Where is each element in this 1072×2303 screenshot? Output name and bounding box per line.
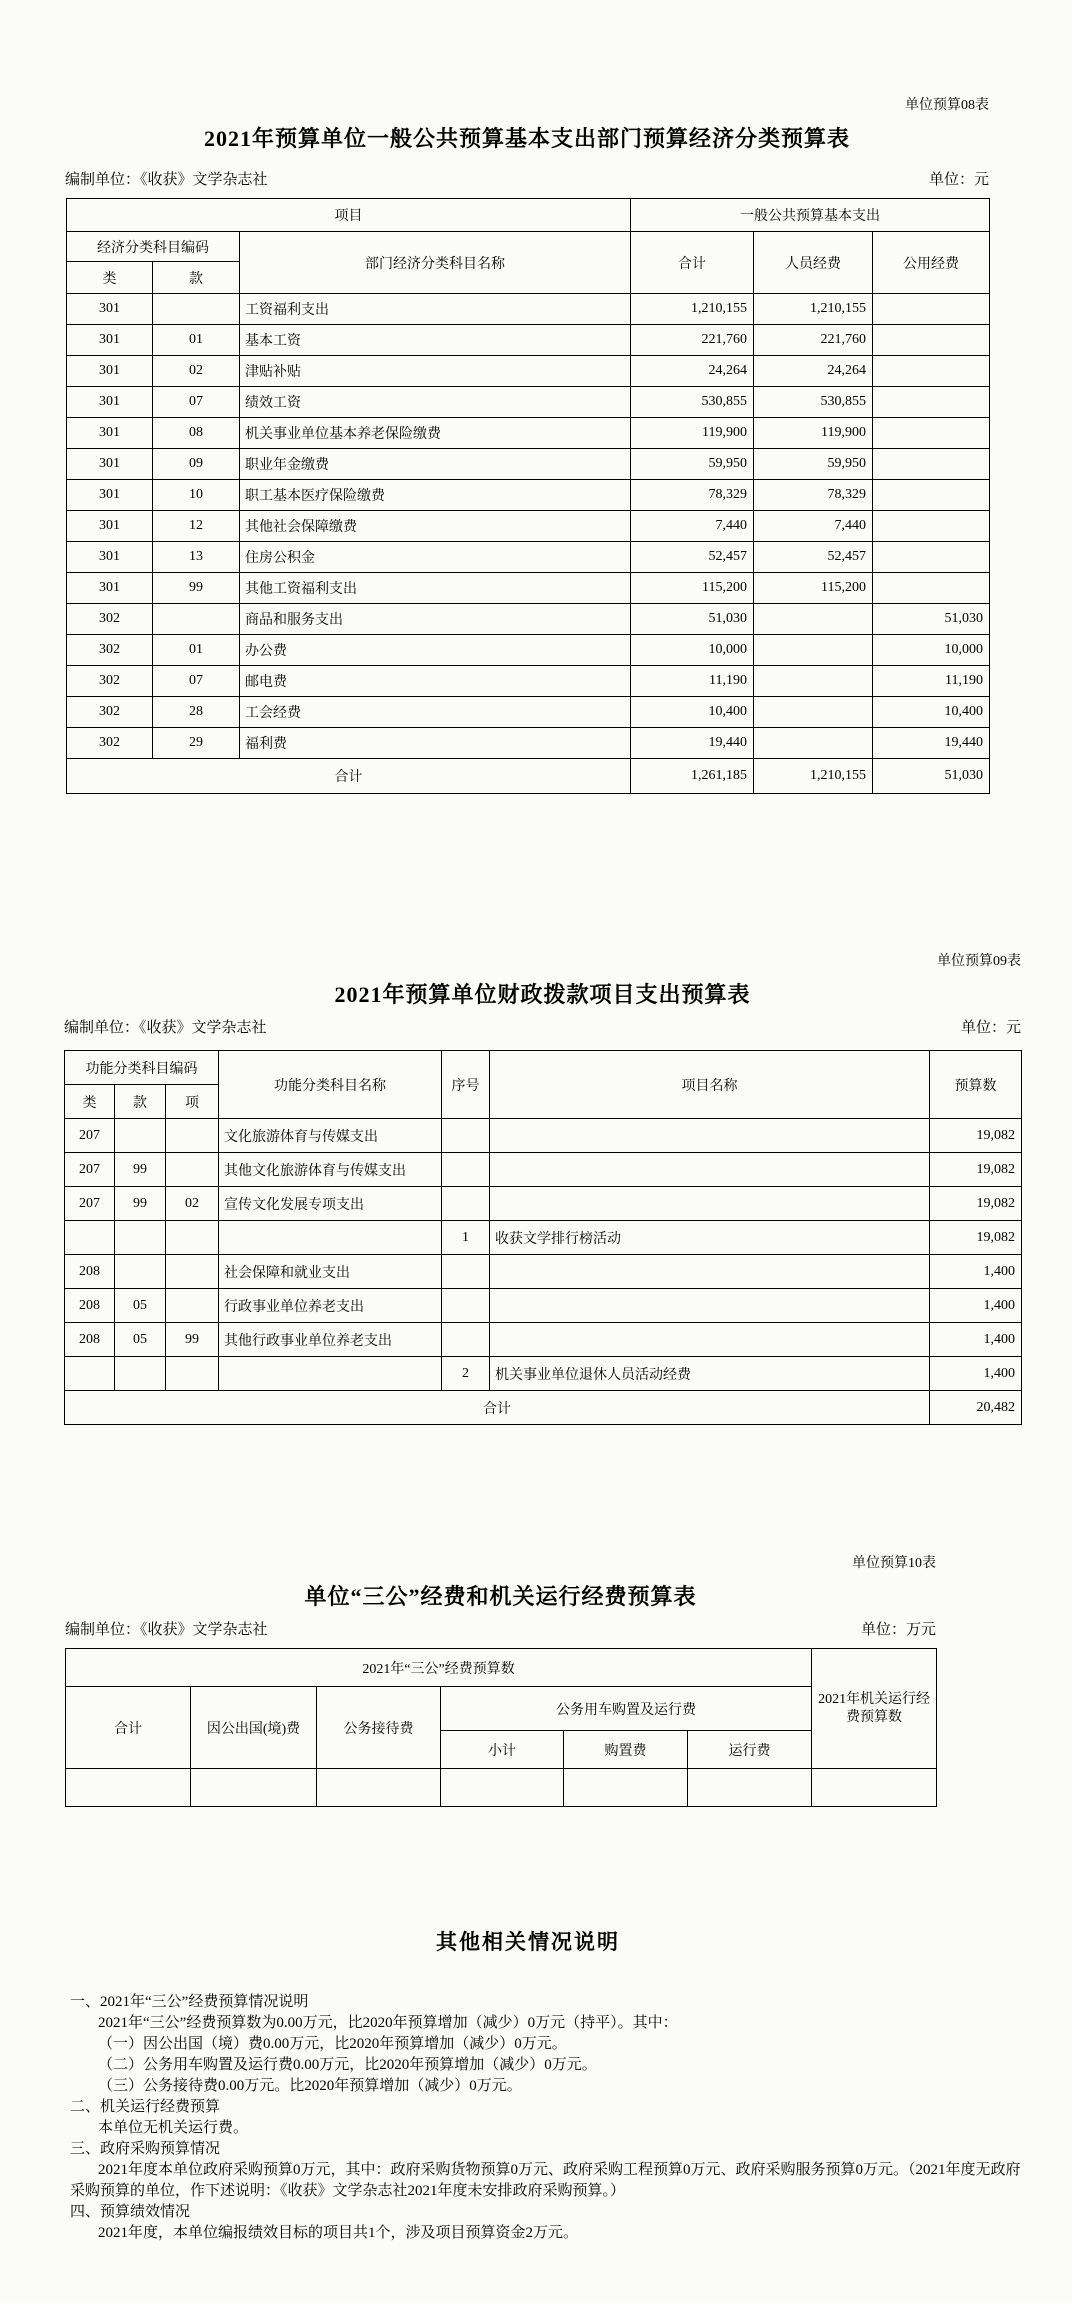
t08-public-cell — [873, 480, 990, 511]
t09-seq-cell — [442, 1289, 490, 1323]
t08-personnel-cell: 115,200 — [754, 573, 873, 604]
t09-class-cell: 208 — [65, 1323, 115, 1357]
t08-subject-name-cell: 住房公积金 — [240, 542, 631, 573]
t08-class-cell: 301 — [67, 356, 153, 387]
note-line: 三、政府采购预算情况 — [70, 2141, 221, 2157]
t08-data-row — [67, 697, 990, 728]
t08-total-cell: 530,855 — [631, 387, 754, 418]
t08-public-cell — [873, 387, 990, 418]
t08-data-row — [67, 511, 990, 542]
t09-item-cell — [166, 1255, 219, 1289]
t09-budget-cell: 1,400 — [930, 1289, 1022, 1323]
t08-total-cell: 59,950 — [631, 449, 754, 480]
t08-subject-name-cell: 商品和服务支出 — [240, 604, 631, 635]
t09-data-row — [65, 1187, 1022, 1221]
t10-data-row — [66, 1769, 937, 1807]
t09-class-cell: 207 — [65, 1119, 115, 1153]
t08-total-cell: 51,030 — [631, 604, 754, 635]
t08-public-cell — [873, 449, 990, 480]
t08-section-cell: 01 — [153, 635, 240, 666]
t09-item-cell — [166, 1221, 219, 1255]
t08-personnel-cell: 530,855 — [754, 387, 873, 418]
t10-abroad-cell — [191, 1769, 317, 1807]
t10-header-subtotal: 小计 — [441, 1731, 564, 1769]
t08-subject-name-cell: 基本工资 — [240, 325, 631, 356]
t10-header-abroad: 因公出国(境)费 — [191, 1687, 317, 1769]
t10-header-row-1 — [66, 1649, 937, 1687]
t09-class-cell: 207 — [65, 1187, 115, 1221]
t08-personnel-cell — [754, 635, 873, 666]
note-line: （二）公务用车购置及运行费0.00万元，比2020年预算增加（减少）0万元。 — [98, 2057, 597, 2073]
t08-header-personnel: 人员经费 — [754, 232, 873, 294]
t09-item-cell: 99 — [166, 1323, 219, 1357]
table10-title: 单位“三公”经费和机关运行经费预算表 — [304, 1584, 697, 1609]
t09-header-row-1 — [65, 1051, 1022, 1085]
t10-header-vehicle: 公务用车购置及运行费 — [441, 1687, 812, 1731]
t10-header-total: 合计 — [66, 1687, 191, 1769]
note-line: 2021年度本单位政府采购预算0万元，其中：政府采购货物预算0万元、政府采购工程预算0万元、政府采购服务预算0万元。（2021年度无政府采购预算的单位，作下述说明：《收获》文学杂志社2021年度未安排政府采购预算。） — [70, 2162, 1021, 2199]
t09-data-row — [65, 1119, 1022, 1153]
t09-data-row — [65, 1153, 1022, 1187]
t09-item-cell — [166, 1289, 219, 1323]
t08-subject-name-cell: 绩效工资 — [240, 387, 631, 418]
t09-seq-cell — [442, 1187, 490, 1221]
t10-header-running: 运行费 — [688, 1731, 812, 1769]
three-public-funds-table — [65, 1648, 937, 1807]
t08-public-cell: 10,400 — [873, 697, 990, 728]
table09-unit-label: 单位：元 — [960, 1020, 1021, 1036]
t08-section-cell: 01 — [153, 325, 240, 356]
notes-block — [70, 1992, 1032, 2244]
note-line: 2021年“三公”经费预算数为0.00万元，比2020年预算增加（减少）0万元（持平）。其中： — [98, 2015, 678, 2031]
t09-project-name-cell: 机关事业单位退休人员活动经费 — [490, 1357, 930, 1391]
t09-class-cell — [65, 1357, 115, 1391]
t08-public-cell: 11,190 — [873, 666, 990, 697]
t09-data-row — [65, 1323, 1022, 1357]
t08-header-row-2 — [67, 232, 990, 262]
t08-class-cell: 301 — [67, 325, 153, 356]
t08-header-row-1 — [67, 199, 990, 232]
t08-public-cell — [873, 573, 990, 604]
t08-data-row — [67, 542, 990, 573]
t09-budget-cell: 19,082 — [930, 1187, 1022, 1221]
t08-total-cell: 1,210,155 — [631, 294, 754, 325]
t08-data-row — [67, 635, 990, 666]
t09-subject-name-cell: 宣传文化发展专项支出 — [219, 1187, 442, 1221]
t08-total-cell: 7,440 — [631, 511, 754, 542]
t09-project-name-cell — [490, 1323, 930, 1357]
t09-budget-cell: 1,400 — [930, 1357, 1022, 1391]
t08-public-cell — [873, 294, 990, 325]
t08-class-cell: 301 — [67, 294, 153, 325]
table09-prepared-by: 编制单位：《收获》文学杂志社 — [64, 1020, 267, 1036]
t09-total-row — [65, 1391, 1022, 1425]
t09-section-cell — [115, 1221, 166, 1255]
t08-total-cell: 24,264 — [631, 356, 754, 387]
t08-subject-name-cell: 机关事业单位基本养老保险缴费 — [240, 418, 631, 449]
t09-item-cell: 02 — [166, 1187, 219, 1221]
t09-budget-cell: 19,082 — [930, 1153, 1022, 1187]
t08-class-cell: 302 — [67, 666, 153, 697]
t10-subtotal-cell — [441, 1769, 564, 1807]
t08-section-cell: 08 — [153, 418, 240, 449]
form-number-label-10: 单位预算10表 — [852, 1556, 936, 1571]
t09-project-name-cell — [490, 1255, 930, 1289]
t10-header-reception: 公务接待费 — [317, 1687, 441, 1769]
t08-subject-name-cell: 工资福利支出 — [240, 294, 631, 325]
t08-public-cell — [873, 325, 990, 356]
t08-total-cell: 10,400 — [631, 697, 754, 728]
t08-section-cell: 12 — [153, 511, 240, 542]
note-line: 四、预算绩效情况 — [70, 2204, 191, 2220]
t09-class-cell: 207 — [65, 1153, 115, 1187]
t08-personnel-cell — [754, 728, 873, 759]
t08-data-row — [67, 356, 990, 387]
t08-total-cell: 78,329 — [631, 480, 754, 511]
t08-personnel-cell: 24,264 — [754, 356, 873, 387]
t09-class-cell: 208 — [65, 1255, 115, 1289]
t08-section-cell: 09 — [153, 449, 240, 480]
table08-title: 2021年预算单位一般公共预算基本支出部门预算经济分类预算表 — [203, 126, 850, 151]
t08-total-cell: 10,000 — [631, 635, 754, 666]
note-line: 本单位无机关运行费。 — [98, 2120, 249, 2136]
notes-title: 其他相关情况说明 — [436, 1930, 620, 1954]
t09-class-cell — [65, 1221, 115, 1255]
t08-class-cell: 301 — [67, 573, 153, 604]
table08-meta-row — [65, 168, 989, 189]
t09-section-cell: 99 — [115, 1187, 166, 1221]
t08-class-cell: 301 — [67, 387, 153, 418]
t08-personnel-cell — [754, 697, 873, 728]
t08-total-cell: 19,440 — [631, 728, 754, 759]
t09-budget-cell: 1,400 — [930, 1255, 1022, 1289]
note-line: 二、机关运行经费预算 — [70, 2099, 221, 2115]
t09-seq-cell — [442, 1255, 490, 1289]
note-line: （三）公务接待费0.00万元。比2020年预算增加（减少）0万元。 — [98, 2078, 522, 2094]
t08-section-cell: 28 — [153, 697, 240, 728]
t09-project-name-cell — [490, 1187, 930, 1221]
table10-meta-row — [65, 1618, 936, 1639]
t08-total-cell: 221,760 — [631, 325, 754, 356]
t09-class-cell: 208 — [65, 1289, 115, 1323]
t09-data-row — [65, 1357, 1022, 1391]
t08-header-general-budget: 一般公共预算基本支出 — [631, 199, 990, 232]
t08-class-cell: 301 — [67, 449, 153, 480]
t08-class-cell: 302 — [67, 635, 153, 666]
t08-class-cell: 301 — [67, 511, 153, 542]
t08-total-cell: 52,457 — [631, 542, 754, 573]
t08-subject-name-cell: 职工基本医疗保险缴费 — [240, 480, 631, 511]
t09-project-name-cell — [490, 1153, 930, 1187]
t08-subject-name-cell: 福利费 — [240, 728, 631, 759]
table10-prepared-by: 编制单位：《收获》文学杂志社 — [65, 1622, 268, 1638]
t08-section-cell: 13 — [153, 542, 240, 573]
table09-title: 2021年预算单位财政拨款项目支出预算表 — [334, 982, 751, 1007]
t10-operating-cell — [812, 1769, 937, 1807]
t08-header-subject-name: 部门经济分类科目名称 — [240, 232, 631, 294]
t08-personnel-cell: 59,950 — [754, 449, 873, 480]
table10-unit-label: 单位：万元 — [860, 1622, 936, 1638]
t08-data-row — [67, 604, 990, 635]
t08-subject-name-cell: 津贴补贴 — [240, 356, 631, 387]
t09-budget-cell: 1,400 — [930, 1323, 1022, 1357]
t09-data-row — [65, 1289, 1022, 1323]
t09-subject-name-cell: 行政事业单位养老支出 — [219, 1289, 442, 1323]
t08-class-cell: 302 — [67, 697, 153, 728]
t09-header-seq: 序号 — [442, 1051, 490, 1119]
t08-class-cell: 301 — [67, 418, 153, 449]
t08-personnel-cell: 1,210,155 — [754, 294, 873, 325]
t10-header-purchase: 购置费 — [564, 1731, 688, 1769]
t10-total-cell — [66, 1769, 191, 1807]
table09-meta-row — [64, 1016, 1021, 1037]
t09-data-row — [65, 1221, 1022, 1255]
t10-header-sangong: 2021年“三公”经费预算数 — [66, 1649, 812, 1687]
t09-header-subject-name: 功能分类科目名称 — [219, 1051, 442, 1119]
t08-public-cell — [873, 511, 990, 542]
t09-section-cell: 99 — [115, 1153, 166, 1187]
table08-unit-label: 单位：元 — [928, 172, 989, 188]
t08-data-row — [67, 418, 990, 449]
t08-section-cell: 02 — [153, 356, 240, 387]
t08-header-total: 合计 — [631, 232, 754, 294]
t08-personnel-cell: 78,329 — [754, 480, 873, 511]
t08-total-cell: 115,200 — [631, 573, 754, 604]
t09-item-cell — [166, 1357, 219, 1391]
t09-subject-name-cell: 其他行政事业单位养老支出 — [219, 1323, 442, 1357]
t09-data-row — [65, 1255, 1022, 1289]
economic-classification-budget-table — [66, 198, 990, 794]
t10-header-row-2 — [66, 1687, 937, 1731]
t10-header-operating: 2021年机关运行经费预算数 — [812, 1649, 937, 1769]
t09-subject-name-cell: 社会保障和就业支出 — [219, 1255, 442, 1289]
t08-total-row — [67, 759, 990, 794]
t08-personnel-cell: 119,900 — [754, 418, 873, 449]
t08-section-cell: 07 — [153, 666, 240, 697]
t08-data-row — [67, 666, 990, 697]
t09-seq-cell: 1 — [442, 1221, 490, 1255]
t10-running-cell — [688, 1769, 812, 1807]
t08-data-row — [67, 387, 990, 418]
t08-total-row-public: 51,030 — [873, 759, 990, 794]
t09-total-row-budget: 20,482 — [930, 1391, 1022, 1425]
t09-seq-cell — [442, 1153, 490, 1187]
t08-data-row — [67, 449, 990, 480]
t10-purchase-cell — [564, 1769, 688, 1807]
t09-header-budget: 预算数 — [930, 1051, 1022, 1119]
t08-header-code: 经济分类科目编码 — [67, 232, 240, 262]
t09-header-item: 项 — [166, 1085, 219, 1119]
t08-data-row — [67, 325, 990, 356]
t08-section-cell — [153, 604, 240, 635]
fiscal-appropriation-project-table — [64, 1050, 1022, 1425]
t08-subject-name-cell: 职业年金缴费 — [240, 449, 631, 480]
t08-section-cell — [153, 294, 240, 325]
t08-total-row-personnel: 1,210,155 — [754, 759, 873, 794]
table08-prepared-by: 编制单位：《收获》文学杂志社 — [65, 172, 268, 188]
t08-subject-name-cell: 邮电费 — [240, 666, 631, 697]
t09-budget-cell: 19,082 — [930, 1119, 1022, 1153]
form-number-label-08: 单位预算08表 — [905, 98, 989, 113]
t09-seq-cell — [442, 1323, 490, 1357]
t08-public-cell: 19,440 — [873, 728, 990, 759]
t08-personnel-cell: 221,760 — [754, 325, 873, 356]
t09-header-section: 款 — [115, 1085, 166, 1119]
t09-header-code: 功能分类科目编码 — [65, 1051, 219, 1085]
t09-budget-cell: 19,082 — [930, 1221, 1022, 1255]
t08-data-row — [67, 480, 990, 511]
t08-public-cell — [873, 418, 990, 449]
t09-section-cell — [115, 1255, 166, 1289]
t09-subject-name-cell — [219, 1221, 442, 1255]
t09-seq-cell: 2 — [442, 1357, 490, 1391]
t08-public-cell — [873, 542, 990, 573]
t09-subject-name-cell — [219, 1357, 442, 1391]
note-line: 一、2021年“三公”经费预算情况说明 — [70, 1994, 309, 2010]
t09-project-name-cell — [490, 1289, 930, 1323]
t09-header-project-name: 项目名称 — [490, 1051, 930, 1119]
t09-total-row-label: 合计 — [65, 1391, 930, 1425]
t08-subject-name-cell: 其他社会保障缴费 — [240, 511, 631, 542]
t08-class-cell: 301 — [67, 542, 153, 573]
t08-public-cell — [873, 356, 990, 387]
t08-class-cell: 302 — [67, 728, 153, 759]
t09-section-cell — [115, 1119, 166, 1153]
t08-subject-name-cell: 办公费 — [240, 635, 631, 666]
t08-total-cell: 119,900 — [631, 418, 754, 449]
t09-subject-name-cell: 文化旅游体育与传媒支出 — [219, 1119, 442, 1153]
t08-header-public-funds: 公用经费 — [873, 232, 990, 294]
t08-subject-name-cell: 工会经费 — [240, 697, 631, 728]
t08-section-cell: 10 — [153, 480, 240, 511]
t08-class-cell: 301 — [67, 480, 153, 511]
t08-header-project: 项目 — [67, 199, 631, 232]
t08-personnel-cell — [754, 666, 873, 697]
t08-personnel-cell: 52,457 — [754, 542, 873, 573]
t09-subject-name-cell: 其他文化旅游体育与传媒支出 — [219, 1153, 442, 1187]
t08-total-cell: 11,190 — [631, 666, 754, 697]
t08-personnel-cell: 7,440 — [754, 511, 873, 542]
form-number-label-09: 单位预算09表 — [937, 954, 1021, 969]
t08-section-cell: 07 — [153, 387, 240, 418]
t09-section-cell: 05 — [115, 1289, 166, 1323]
t08-data-row — [67, 294, 990, 325]
t08-subject-name-cell: 其他工资福利支出 — [240, 573, 631, 604]
t08-public-cell: 51,030 — [873, 604, 990, 635]
t09-section-cell: 05 — [115, 1323, 166, 1357]
t09-seq-cell — [442, 1119, 490, 1153]
t08-header-class: 类 — [67, 262, 153, 294]
note-line: 2021年度，本单位编报绩效目标的项目共1个，涉及项目预算资金2万元。 — [98, 2225, 579, 2241]
t09-section-cell — [115, 1357, 166, 1391]
note-line: （一）因公出国（境）费0.00万元，比2020年预算增加（减少）0万元。 — [98, 2036, 567, 2052]
t09-project-name-cell: 收获文学排行榜活动 — [490, 1221, 930, 1255]
t08-public-cell: 10,000 — [873, 635, 990, 666]
t08-section-cell: 29 — [153, 728, 240, 759]
t08-header-section: 款 — [153, 262, 240, 294]
t08-section-cell: 99 — [153, 573, 240, 604]
t08-total-row-label: 合计 — [67, 759, 631, 794]
t08-data-row — [67, 573, 990, 604]
t09-item-cell — [166, 1153, 219, 1187]
t09-header-class: 类 — [65, 1085, 115, 1119]
t09-item-cell — [166, 1119, 219, 1153]
t09-project-name-cell — [490, 1119, 930, 1153]
t08-total-row-total: 1,261,185 — [631, 759, 754, 794]
t08-data-row — [67, 728, 990, 759]
t08-personnel-cell — [754, 604, 873, 635]
t10-reception-cell — [317, 1769, 441, 1807]
t08-class-cell: 302 — [67, 604, 153, 635]
